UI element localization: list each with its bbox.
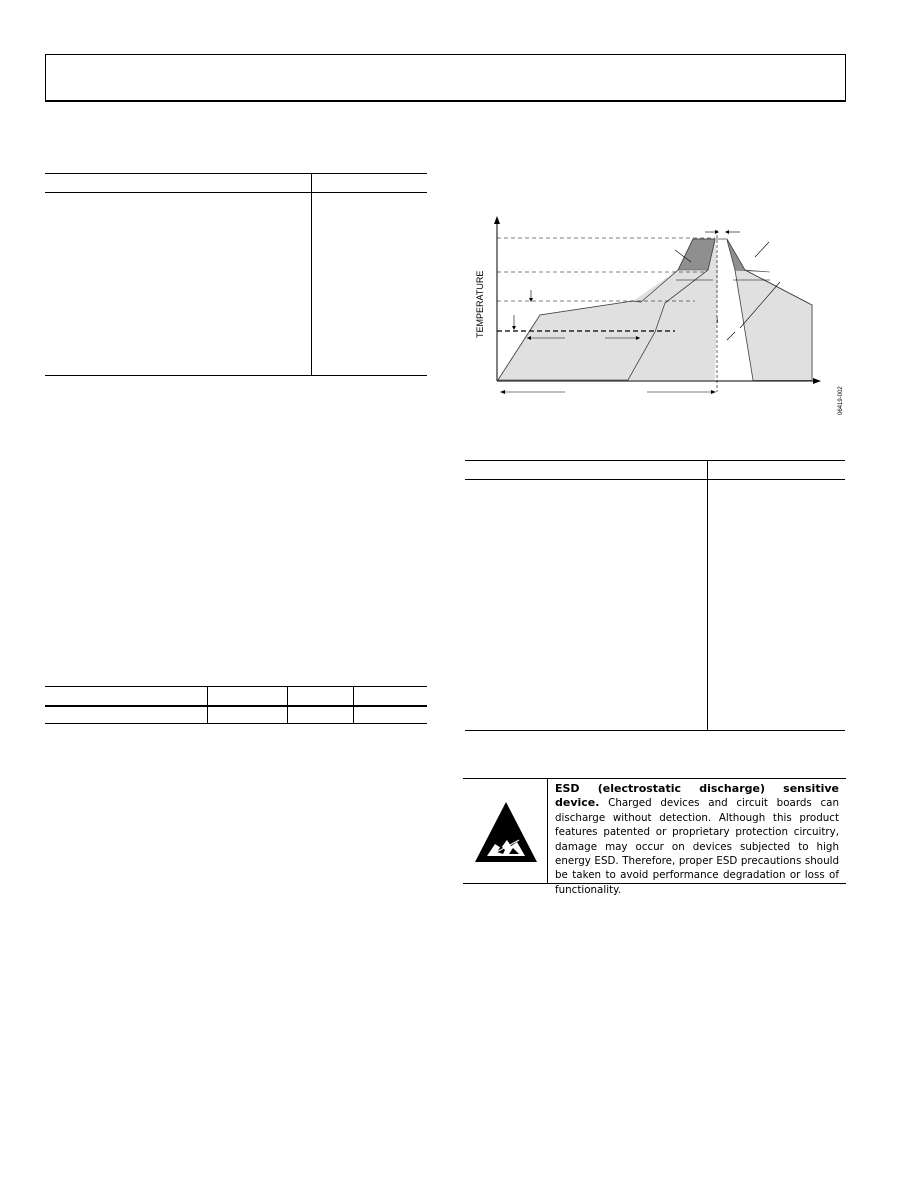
peak-width-arrowhead [725,230,729,234]
table-column-divider [707,460,708,731]
total-time-arrowhead [500,390,505,394]
esd-heading: ESD (electrostatic discharge) sensitive device. [555,782,839,810]
table-header-rule [45,705,427,707]
esd-notice [463,778,846,896]
page-header-frame [45,54,846,102]
x-axis-arrow [813,378,821,384]
y-axis-label: TEMPERATURE [475,270,485,338]
table-bottom-rule [45,375,427,376]
reflow-profile-diagram [465,210,845,420]
table-top-rule [45,173,427,174]
esd-text [555,782,839,897]
esd-divider [547,778,548,884]
table-bottom-rule [465,730,845,731]
table-header-rule [45,192,427,193]
total-time-arrowhead [711,390,716,394]
table-bottom-rule [45,723,427,724]
table-column-divider [287,686,288,724]
ramp-down-arrow [755,242,769,257]
small-drop-arrowhead [512,326,516,330]
table-top-rule [45,686,427,687]
table-column-divider [207,686,208,724]
table-column-divider [311,173,312,376]
table-column-divider [353,686,354,724]
esd-body: Charged devices and circuit boards can discharge without detection. Although this product features patented or proprietary protection circuitry, damage may occur on devices subjected to high energy ESD. Therefore, proper ESD precautions should be taken to avoid performance degradation or loss of functionality. [555,797,839,896]
table-top-rule [465,460,845,461]
esd-top-rule [463,778,846,779]
y-axis-arrow [494,216,500,224]
small-drop-arrowhead [529,298,533,302]
figure-code: 06419-002 [838,386,844,415]
table-header-rule [465,479,845,480]
esd-warning-icon [473,800,539,864]
